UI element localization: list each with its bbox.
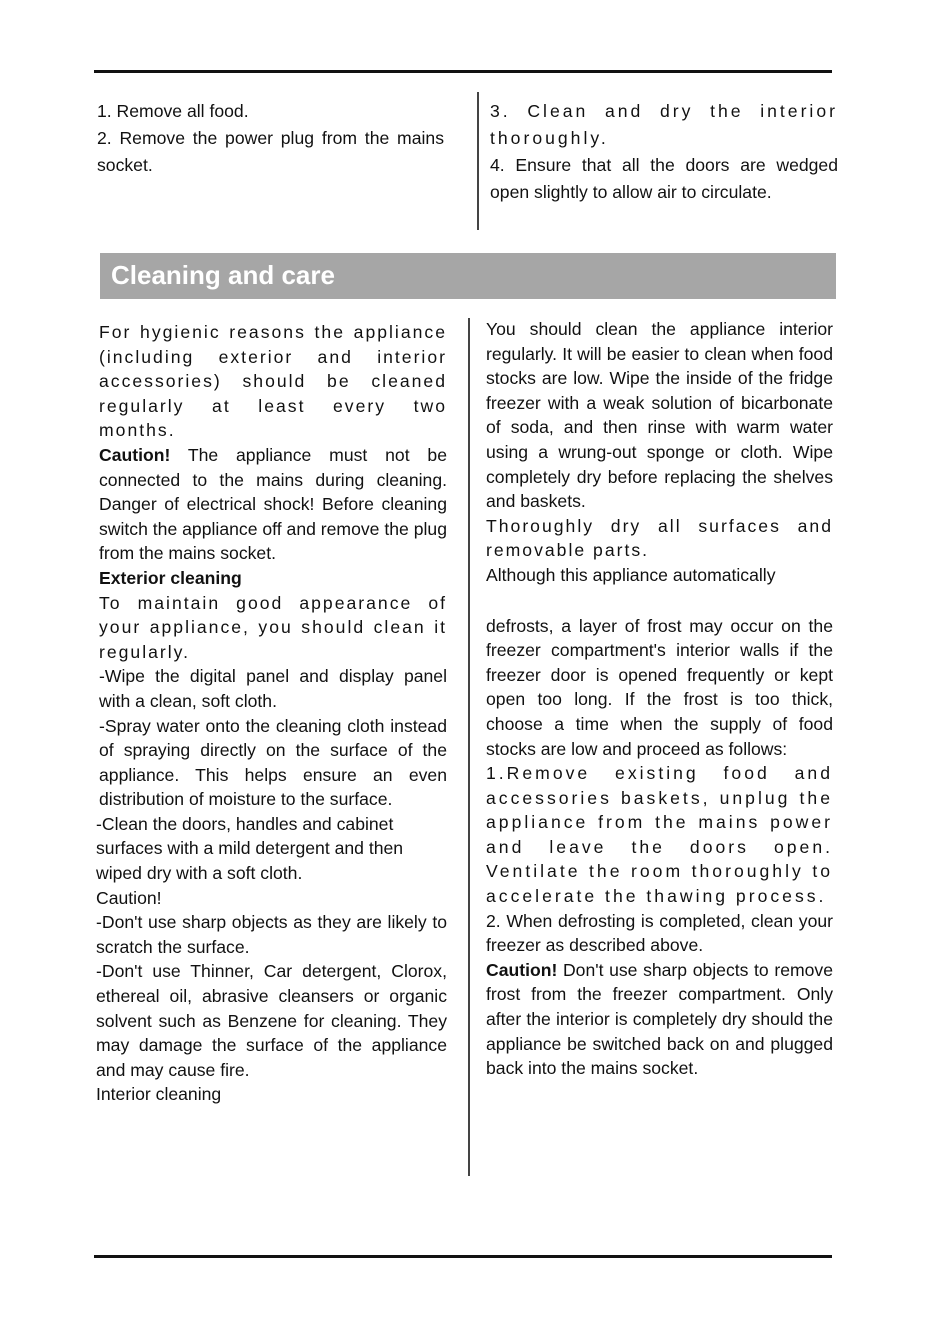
dont-solvents: -Don't use Thinner, Car detergent, Clorox, ethereal oil, abrasive cleansers or organic solvent such as Benzene for cleaning. They may damage the surface of the appliance and may cause fire. (96, 961, 447, 1080)
bullet-clean-doors: -Clean the doors, handles and cabinet surfaces with a mild detergent and then wiped dry with a soft cloth. (96, 813, 404, 884)
caution-heading: Caution! (96, 887, 162, 908)
defrost-step-1: 1.Remove existing food and accessories baskets, unplug the appliance from the mains power and leave the doors open. Ventilate the room thoroughly to accelerate the thawing process. (486, 763, 833, 907)
step-clean-interior: 3. Clean and dry the interior thoroughly. (490, 101, 838, 148)
main-column-divider (468, 318, 470, 1176)
interior-cleaning-text: You should clean the appliance interior regularly. It will be easier to clean when food stocks are low. Wipe the inside of the fridge freezer with a weak solution of bicarbonate of soda, and then rinse with warm water using a wrung-out sponge or cloth. Wipe completely dry before replacing the shelves and baskets. (486, 319, 833, 512)
auto-defrost-text: Although this appliance automatically (486, 564, 776, 585)
caution-defrost (486, 958, 833, 1081)
step-remove-food: 1. Remove all food. (97, 101, 249, 121)
top-rule (94, 70, 832, 73)
bottom-rule (94, 1255, 832, 1258)
caution-electrical (99, 443, 447, 566)
caution-defrost-label: Caution! (486, 959, 558, 980)
caution-text: The appliance must not be connected to the mains during cleaning. Danger of electrical shock! Before cleaning switch the appliance off and remove the plug from the mains socket. (99, 444, 447, 564)
section-title: Cleaning and care (111, 260, 335, 290)
exterior-intro: To maintain good appearance of your appliance, you should clean it regularly. (99, 592, 447, 662)
exterior-heading: Exterior cleaning (99, 567, 242, 588)
interior-heading: Interior cleaning (96, 1084, 222, 1105)
frost-layer-text: defrosts, a layer of frost may occur on the freezer compartment's interior walls if the freezer door is opened frequently or kept open too long. If the frost is too thick, choose a time when the supply of food stocks are low and proceed as follows: (486, 615, 833, 759)
defrost-step-2: 2. When defrosting is completed, clean your freezer as described above. (486, 910, 833, 956)
bullet-wipe-panel: -Wipe the digital panel and display panel with a clean, soft cloth. (99, 666, 447, 711)
top-left-column (97, 98, 444, 179)
caution-defrost-text: Don't use sharp objects to remove frost from the freezer compartment. Only after the interior is completely dry should the appliance be switched back on and plugged back into the mains socket. (486, 959, 833, 1079)
bullet-spray-water: -Spray water onto the cleaning cloth instead of spraying directly on the surface of the appliance. This helps ensure an even distribution of moisture to the surface. (99, 715, 447, 810)
step-remove-plug: 2. Remove the power plug from the mains socket. (97, 128, 444, 175)
main-right-column (486, 317, 833, 1081)
section-banner (100, 253, 836, 299)
top-right-column (490, 98, 838, 206)
hygiene-intro: For hygienic reasons the appliance (including exterior and interior accessories) should be cleaned regularly at least every two months. (99, 322, 447, 441)
step-doors-open: 4. Ensure that all the doors are wedged open slightly to allow air to circulate. (490, 155, 838, 202)
main-left-column (96, 320, 447, 1107)
dont-sharp-objects: -Don't use sharp objects as they are likely to scratch the surface. (96, 912, 447, 957)
spacer (486, 588, 833, 614)
caution-label: Caution! (99, 444, 171, 465)
top-column-divider (477, 92, 479, 230)
dry-surfaces-text: Thoroughly dry all surfaces and removable parts. (486, 515, 833, 561)
